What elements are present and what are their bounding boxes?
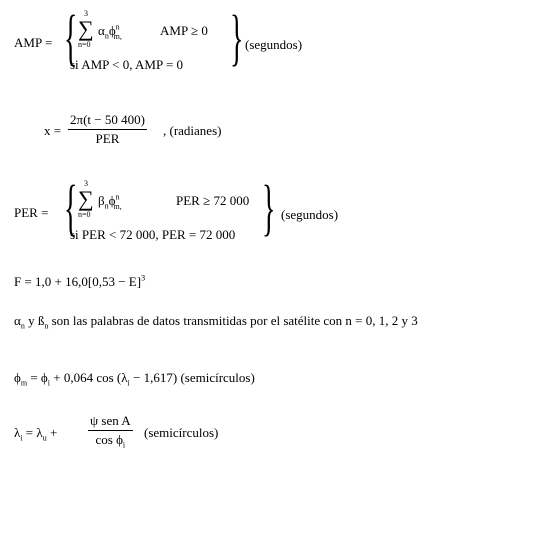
amp-unit: (segundos): [245, 37, 303, 52]
per-sum-bottom: n=0: [78, 210, 91, 219]
per-left-brace: {: [64, 174, 78, 242]
x-denominator: PER: [95, 131, 120, 146]
amp-condition: AMP ≥ 0: [160, 23, 208, 38]
per-sum-top: 3: [84, 179, 88, 188]
per-sum-symbol: ∑: [78, 186, 94, 211]
x-numerator: 2π(t − 50 400): [68, 112, 147, 130]
per-unit: (segundos): [281, 207, 339, 222]
f-equation: [14, 274, 145, 290]
amp-lhs: AMP =: [14, 35, 53, 50]
phi-m-equation: $\phi_m = \phi_i + 0,064$ $\cos (\lambda_i - 1,617)$ (semicírculos): [14, 370, 255, 388]
amp-right-brace: }: [230, 4, 244, 72]
f-text: F = 1,0 + 16,0[0,53 − E]: [14, 274, 142, 289]
per-lhs: PER =: [14, 205, 49, 220]
amp-case-2: si AMP < 0, AMP = 0: [70, 57, 184, 72]
lambda-lhs: $\lambda_i = \lambda_u$ +: [14, 425, 58, 443]
per-right-brace: }: [262, 174, 276, 242]
per-case-2: si PER < 72 000, PER = 72 000: [70, 227, 236, 242]
per-term: $\beta_n\phi^n_{m,}$: [98, 192, 122, 211]
amp-sum-bottom: n=0: [78, 40, 91, 49]
lambda-denominator: $\cos \phi_i$: [95, 432, 126, 450]
lambda-fraction: [88, 413, 133, 448]
amp-sum-symbol: ∑: [78, 16, 94, 41]
x-unit: , (radianes): [163, 123, 222, 138]
amp-left-brace: {: [64, 4, 78, 72]
amp-sum-top: 3: [84, 9, 88, 18]
alpha-beta-description: $\alpha_n$ y $ß_n$ son las palabras de datos transmitidas por el satélite con n = 0, 1, 2 y 3: [14, 313, 418, 331]
x-lhs: x =: [44, 123, 62, 138]
per-condition: PER ≥ 72 000: [176, 193, 250, 208]
amp-term: $\alpha_n\phi^n_{m,}$: [98, 22, 122, 41]
lambda-unit: (semicírculos): [144, 425, 219, 440]
x-fraction: [68, 112, 147, 147]
description-text: son las palabras de datos transmitidas por el satélite con n = 0, 1, 2 y 3: [48, 313, 418, 328]
f-exponent: 3: [141, 273, 146, 283]
lambda-numerator: ψ sen A: [88, 413, 133, 431]
